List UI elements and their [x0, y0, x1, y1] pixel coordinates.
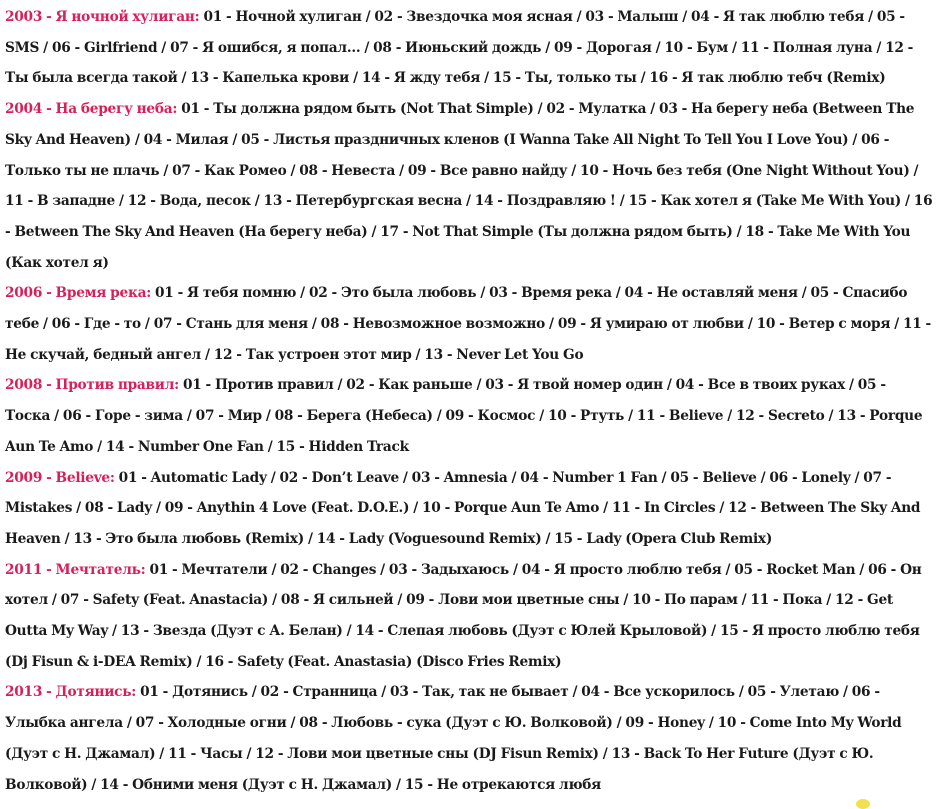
- track-list: 01 - Дотянись / 02 - Странница / 03 - Так, так не бывает / 04 - Все ускорилось / 05 - Улетаю / 06 - Улыбка ангела / 07 - Холодные огни / 08 - Любовь - сука (Дуэт с Ю. Волковой) / 09 - Honey / 10 - Come Into My World (Дуэт с Н. Джамал) / 11 - Часы / 12 - Лови мои цветные сны (DJ Fisun Remix) / 13 - Back To Her Future (Дуэт с Ю. Волковой) / 14 - Обними меня (Дуэт с Н. Джамал) / 15 - Не отрекаются любя: [5, 684, 902, 793]
- discography-text: [5, 2, 933, 800]
- album-2011: [5, 555, 933, 678]
- album-heading: 2003 - Я ночной хулиган:: [5, 9, 200, 25]
- track-list: 01 - Ночной хулиган / 02 - Звездочка моя ясная / 03 - Малыш / 04 - Я так люблю тебя / 05 - SMS / 06 - Girlfriend / 07 - Я ошибся, я попал... / 08 - Июньский дождь / 09 - Дорогая / 10 - Бум / 11 - Полная луна / 12 - Ты была всегда такой / 13 - Капелька крови / 14 - Я жду тебя / 15 - Ты, только ты / 16 - Я так люблю тебч (Remix): [5, 9, 914, 87]
- album-heading: 2004 - На берегу неба:: [5, 101, 178, 118]
- track-list: 01 - Ты должна рядом быть (Not That Simple) / 02 - Мулатка / 03 - На берегу неба (Between The Sky And Heaven) / 04 - Милая / 05 - Листья праздничных кленов (I Wanna Take All Night To Tell You I Love You) / 06 - Только ты не плачь / 07 - Как Ромео / 08 - Невеста / 09 - Все равно найду / 10 - Ночь без тебя (One Night Without You) / 11 - В западне / 12 - Вода, песок / 13 - Петербургская весна / 14 - Поздравляю ! / 15 - Как хотел я (Take Me With You) / 16 - Between The Sky And Heaven (На берегу неба) / 17 - Not That Simple (Ты должна рядом быть) / 18 - Take Me With You (Как хотел я): [5, 101, 933, 271]
- album-2004: [5, 94, 933, 278]
- album-heading: 2011 - Мечтатель:: [5, 561, 146, 578]
- album-2013: [5, 677, 933, 800]
- track-list: 01 - Против правил / 02 - Как раньше / 03 - Я твой номер один / 04 - Все в твоих руках / 05 - Тоска / 06 - Горе - зима / 07 - Мир / 08 - Берега (Небеса) / 09 - Космос / 10 - Ртуть / 11 - Believe / 12 - Secreto / 13 - Porque Aun Te Amo / 14 - Number One Fan / 15 - Hidden Track: [5, 377, 923, 455]
- track-list: 01 - Мечтатели / 02 - Changes / 03 - Задыхаюсь / 04 - Я просто люблю тебя / 05 - Rocket Man / 06 - Он хотел / 07 - Safety (Feat. Anastacia) / 08 - Я сильней / 09 - Лови мои цветные сны / 10 - По парам / 11 - Пока / 12 - Get Outta My Way / 13 - Звезда (Дуэт с А. Белан) / 14 - Слепая любовь (Дуэт с Юлей Крыловой) / 15 - Я просто люблю тебя (Dj Fisun & i-DEA Remix) / 16 - Safety (Feat. Anastasia) (Disco Fries Remix): [5, 561, 922, 670]
- track-list: 01 - Automatic Lady / 02 - Don’t Leave / 03 - Amnesia / 04 - Number 1 Fan / 05 - Believe / 06 - Lonely / 07 - Mistakes / 08 - Lady / 09 - Anythin 4 Love (Feat. D.O.E.) / 10 - Porque Aun Te Amo / 11 - In Circles / 12 - Between The Sky And Heaven / 13 - Это была любовь (Remix) / 14 - Lady (Voguesound Remix) / 15 - Lady (Opera Club Remix): [5, 469, 921, 547]
- album-2006: [5, 278, 933, 370]
- album-2008: [5, 370, 933, 462]
- track-list: 01 - Я тебя помню / 02 - Это была любовь / 03 - Время река / 04 - Не оставляй меня / 05 - Спасибо тебе / 06 - Где - то / 07 - Стань для меня / 08 - Невозможное возможно / 09 - Я умираю от любви / 10 - Ветер с моря / 11 - Не скучай, бедный ангел / 12 - Так устроен этот мир / 13 - Never Let You Go: [5, 285, 931, 363]
- album-heading: 2013 - Дотянись:: [5, 684, 137, 701]
- album-heading: 2009 - Believe:: [5, 469, 115, 486]
- corner-dot: [856, 799, 870, 809]
- album-2003: [5, 2, 933, 94]
- album-heading: 2008 - Против правил:: [5, 377, 179, 394]
- album-2009: [5, 463, 933, 555]
- album-heading: 2006 - Время река:: [5, 285, 152, 302]
